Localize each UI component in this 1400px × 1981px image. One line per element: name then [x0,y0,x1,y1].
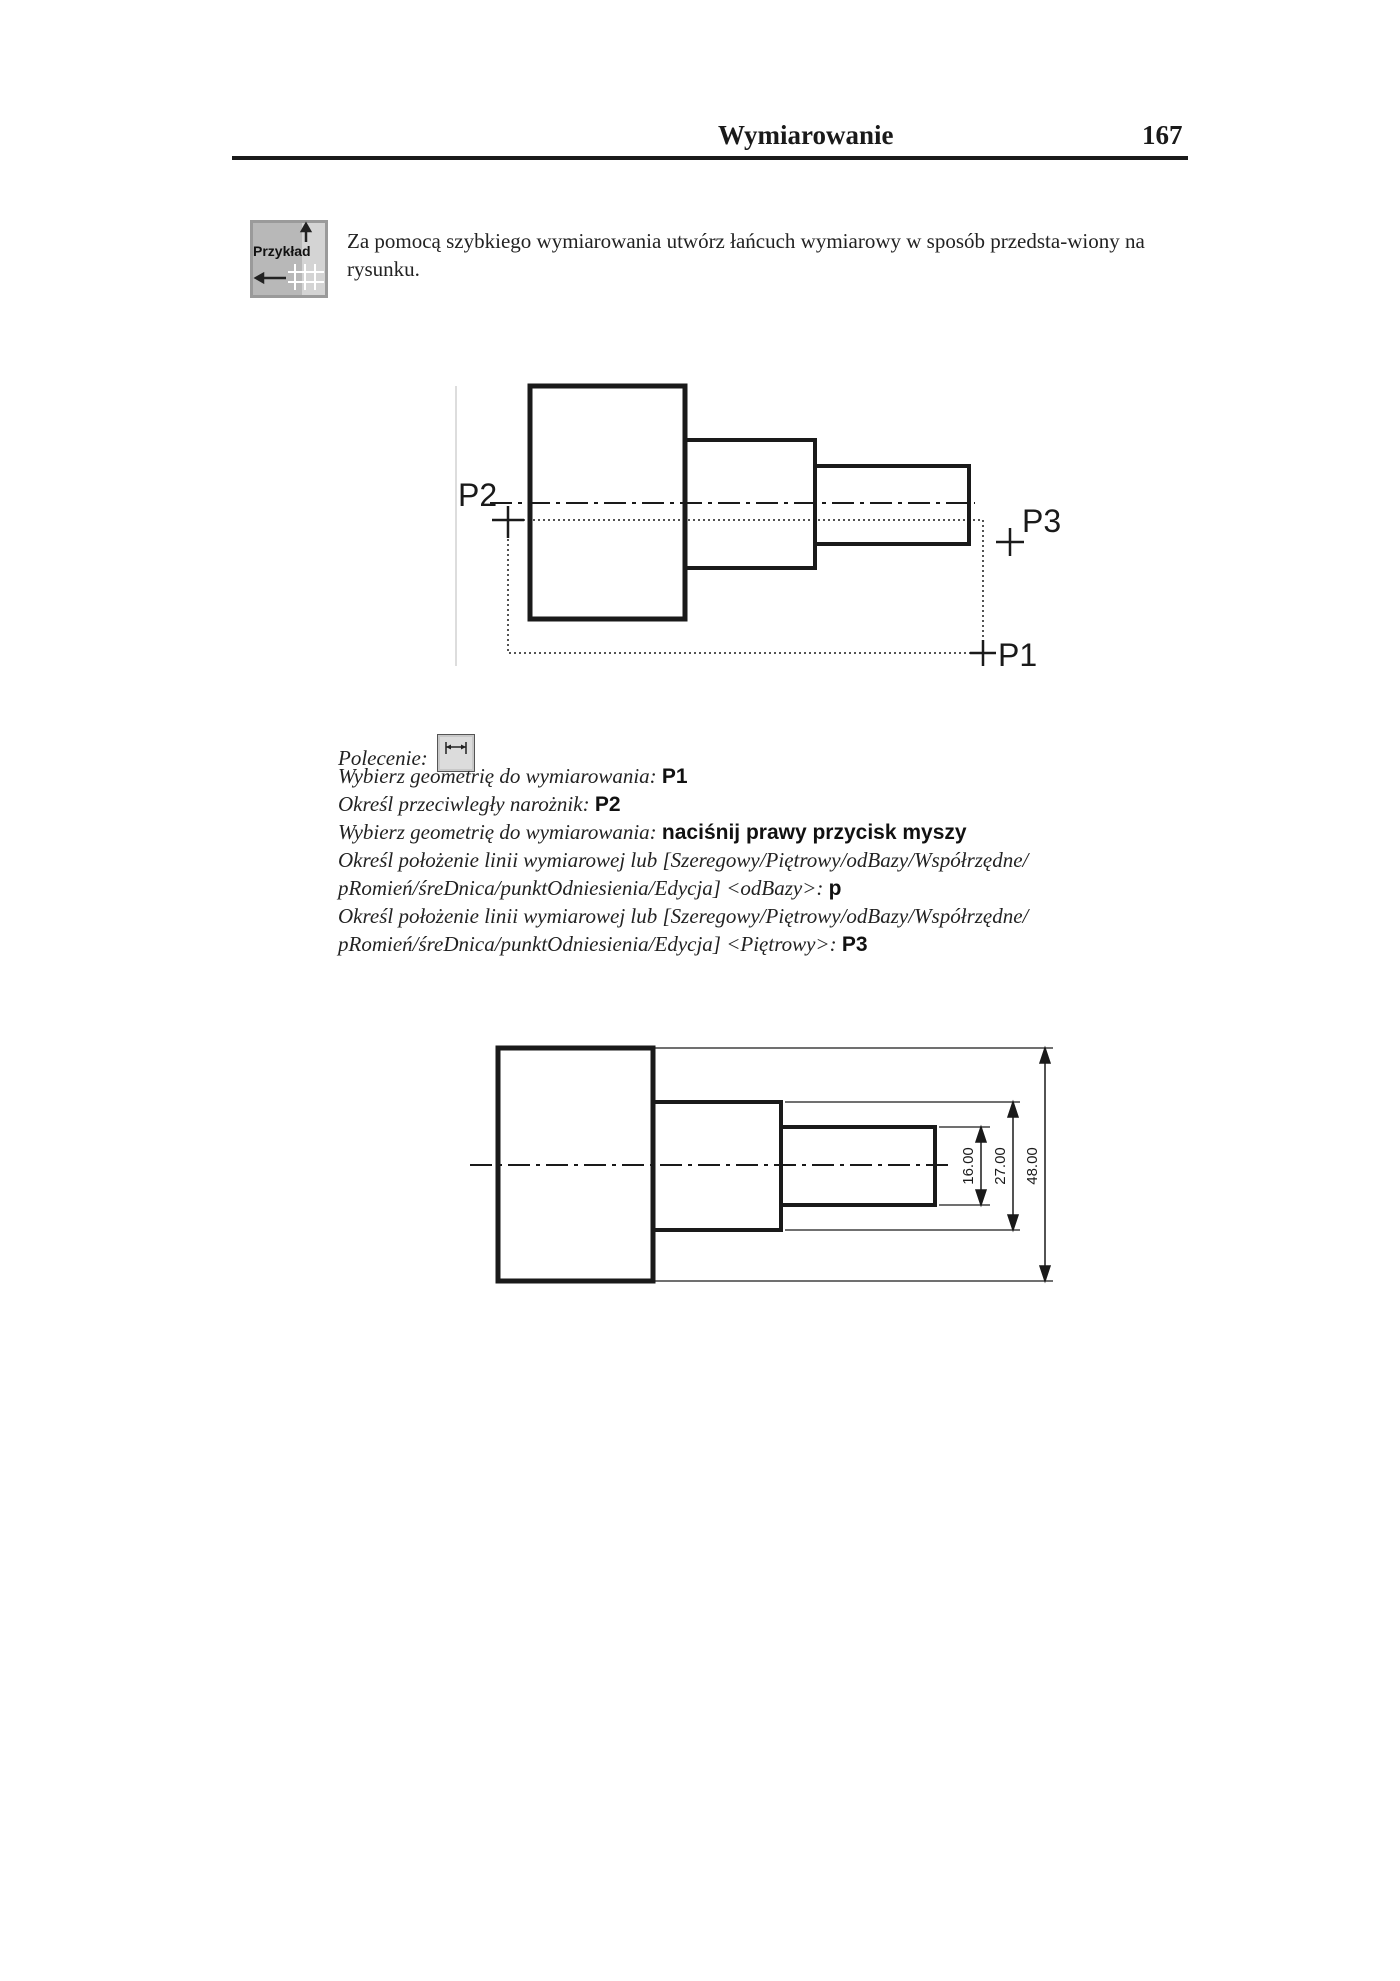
dimension-16 [976,1127,986,1205]
p3-label: P3 [1022,503,1062,539]
command-line-3 [338,790,1238,818]
command-prompt: Określ położenie linii wymiarowej lub [Szeregowy/Piętrowy/odBazy/Współrzędne/ [338,904,1029,928]
command-prompt: Wybierz geometrię do wymiarowania: [338,820,662,844]
p1-marker [970,640,996,666]
command-response: p [828,877,842,900]
p2-label: P2 [458,477,498,513]
example-icon-label: Przykład [253,243,311,259]
dimension-27-label: 27.00 [992,1147,1009,1185]
header-rule [232,156,1188,160]
selection-window [508,520,983,653]
dimension-27 [1008,1102,1018,1230]
page-number: 167 [1142,120,1183,150]
shaft-small-section [815,466,969,544]
command-prompt: Polecenie: [338,746,428,770]
command-response: P3 [841,933,868,956]
dimension-16-label: 16.00 [960,1147,977,1185]
command-prompt: pRomień/śreDnica/punktOdniesienia/Edycja] <Piętrowy>: [338,932,842,956]
command-line-7 [338,902,1238,930]
command-prompt: pRomień/śreDnica/punktOdniesienia/Edycja] <odBazy>: [338,876,829,900]
command-response: P1 [661,765,688,788]
command-line-4 [338,818,1238,846]
example-icon [250,220,328,298]
command-prompt: Wybierz geometrię do wymiarowania: [338,764,662,788]
command-prompt: Określ przeciwległy narożnik: [338,792,595,816]
figure-selection [430,370,1090,680]
command-response: naciśnij prawy przycisk myszy [661,821,967,844]
command-line-2 [338,762,1238,790]
command-line-6 [338,874,1238,902]
dimension-48 [1040,1048,1050,1281]
p3-marker [996,528,1024,556]
chapter-title: Wymiarowanie [718,120,894,150]
command-transcript [338,734,1238,958]
command-line-8 [338,930,1238,958]
command-line-1 [338,734,1238,770]
command-prompt: Określ położenie linii wymiarowej lub [Szeregowy/Piętrowy/odBazy/Współrzędne/ [338,848,1029,872]
p1-label: P1 [998,637,1038,673]
command-response: P2 [594,793,621,816]
command-line-5 [338,846,1238,874]
example-text: Za pomocą szybkiego wymiarowania utwórz łańcuch wymiarowy w sposób przedsta-wiony na rysunku. [347,229,1145,281]
figure-result [460,1030,1080,1290]
dimension-48-label: 48.00 [1024,1147,1041,1185]
